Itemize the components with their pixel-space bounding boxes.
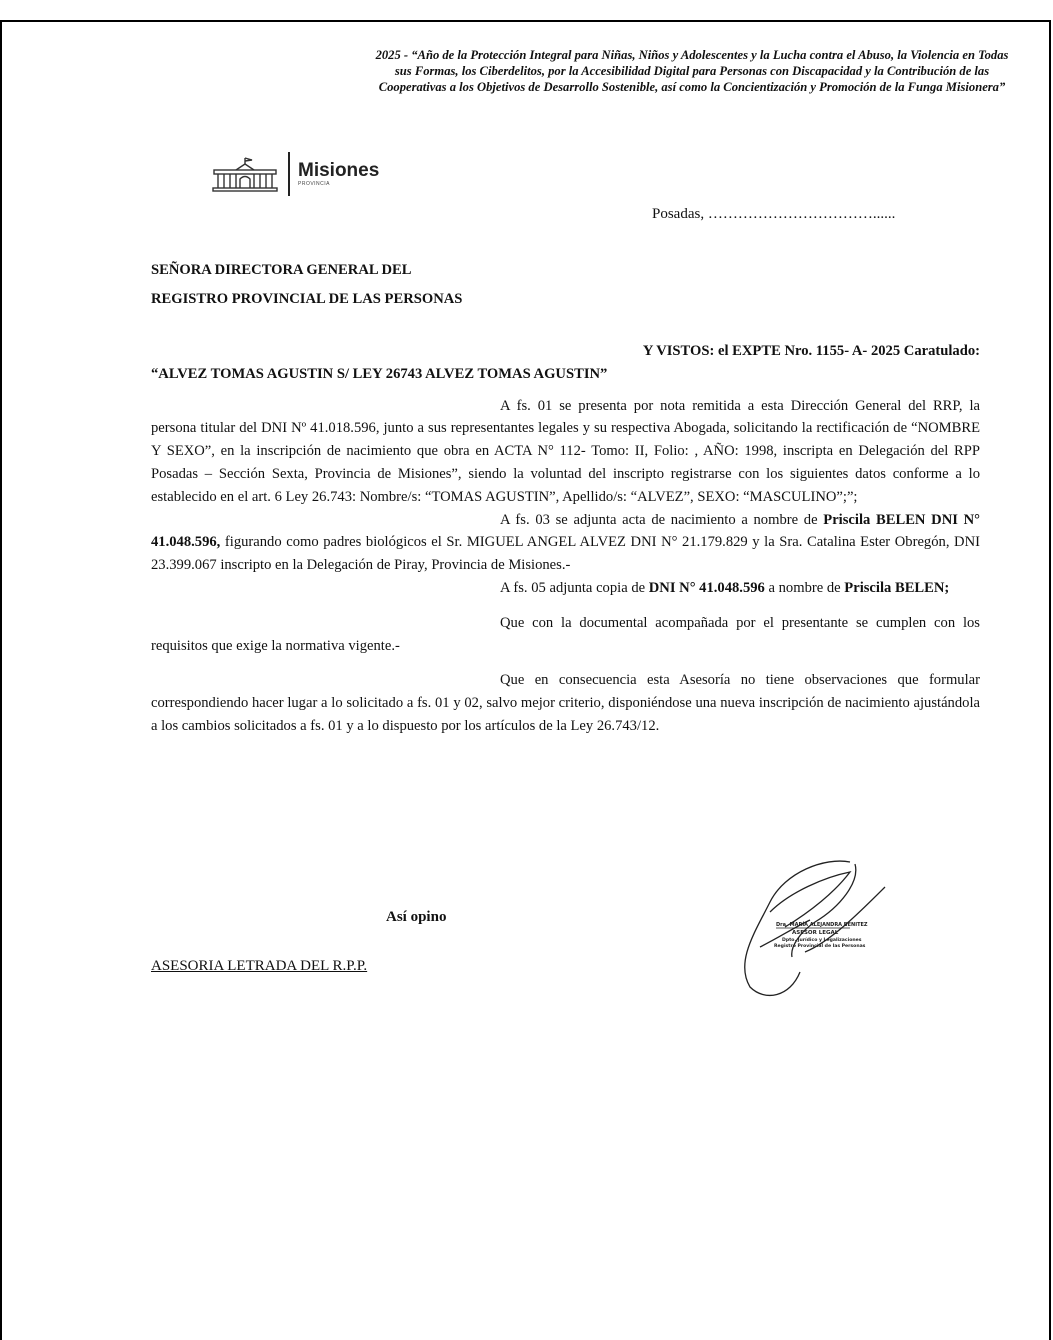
p2-text-b: Priscila BELEN DNI N° 41.048.596,	[151, 511, 981, 551]
case-title-text: “ALVEZ TOMAS AGUSTIN S/ LEY 26743 ALVEZ TOMAS AGUSTIN”	[151, 365, 608, 382]
document-body	[151, 340, 980, 738]
logo-name: Misiones	[298, 160, 380, 181]
logo-divider	[288, 152, 290, 196]
logo-subtitle: PROVINCIA	[298, 181, 331, 187]
logo-wordmark	[298, 161, 379, 187]
paragraph-requisitos: Que con la documental acompañada por el presentante se cumplen con los requisitos que exige la normativa vigente.-	[151, 614, 980, 654]
addressee-line-2: REGISTRO PROVINCIAL DE LAS PERSONAS	[151, 291, 463, 307]
paragraph-fs-01: A fs. 01 se presenta por nota remitida a esta Dirección General del RRP, la persona titular del DNI Nº 41.018.596, junto a sus representantes legales y su respectiva Abogada, solicitando la rectificación de “NOMBRE Y SEXO”, en la inscripción de nacimiento que obra en ACTA N° 112- Tomo: II, Folio: , AÑO: 1998, inscripta en Delegación del RPP Posadas – Sección Sexta, Provincia de Misiones”, siendo la voluntad del inscripto registrarse con los siguientes datos conforme a lo establecido en el art. 6 Ley 26.743: Nombre/s: “TOMAS AGUSTIN”, Apellido/s: “ALVEZ”, SEXO: “MASCULINO”;”;	[151, 397, 980, 505]
legal-advisor-stamp	[774, 920, 868, 949]
p3-text-b: DNI N° 41.048.596	[648, 579, 765, 596]
stamp-line-2: ASESOR LEGAL	[792, 930, 839, 936]
stamp-line-4: Registro Provincial de las Personas	[774, 944, 866, 949]
stamp-line-3: Dpto. Jurídico y Legalizaciones	[782, 938, 862, 943]
misiones-logo	[212, 150, 379, 198]
stamp-line-1: Dra. MARÍA ALEJANDRA BENITEZ	[776, 922, 868, 928]
government-building-icon	[212, 156, 278, 192]
paragraph-fs-05	[151, 577, 980, 600]
opinion-closing: Así opino	[386, 909, 447, 925]
vistos-text: Y VISTOS: el EXPTE Nro. 1155- A- 2025 Caratulado:	[642, 343, 980, 359]
p3-text-c: a nombre de	[764, 579, 845, 596]
addressee-line-1: SEÑORA DIRECTORA GENERAL DEL	[151, 262, 412, 278]
p2-text-c: figurando como padres biológicos el Sr. MIGUEL ANGEL ALVEZ DNI N° 21.179.829 y la Sra. Catalina Ester Obregón, DNI 23.399.067 inscripto en la Delegación de Piray, Provincia de Misiones.-	[151, 534, 980, 574]
paragraph-fs-03	[151, 509, 980, 577]
paragraph-consecuencia: Que en consecuencia esta Asesoría no tiene observaciones que formular correspondiendo hacer lugar a lo solicitado a fs. 01 y 02, salvo mejor criterio, disponiéndose una nueva inscripción de nacimiento ajustándola a los cambios solicitados a fs. 01 y a lo dispuesto por los artículos de la Ley 26.743/12.	[151, 672, 980, 734]
p3-text-a: A fs. 05 adjunta copia de	[500, 579, 649, 596]
p2-text-a: A fs. 03 se adjunta acta de nacimiento a nombre de	[500, 511, 824, 528]
official-year-motto: 2025 - “Año de la Protección Integral para Niñas, Niños y Adolescentes y la Lucha contra el Abuso, la Violencia en Todas sus Formas, los Ciberdelitos, por la Accesibilidad Digital para Personas con Discapacidad y la Contribución de las Cooperativas a los Objetivos de Desarrollo Sostenible, así como la Concientización y Promoción de la Funga Misionera”	[375, 48, 1009, 94]
vistos-line	[151, 340, 980, 363]
p3-text-d: Priscila BELEN;	[844, 579, 950, 596]
place-date-line: Posadas, ……………………………......	[652, 206, 896, 222]
office-signature-line: ASESORIA LETRADA DEL R.P.P.	[151, 958, 368, 974]
signature-and-stamp	[730, 852, 900, 1007]
addressee-block	[151, 256, 462, 314]
case-title	[151, 363, 980, 386]
